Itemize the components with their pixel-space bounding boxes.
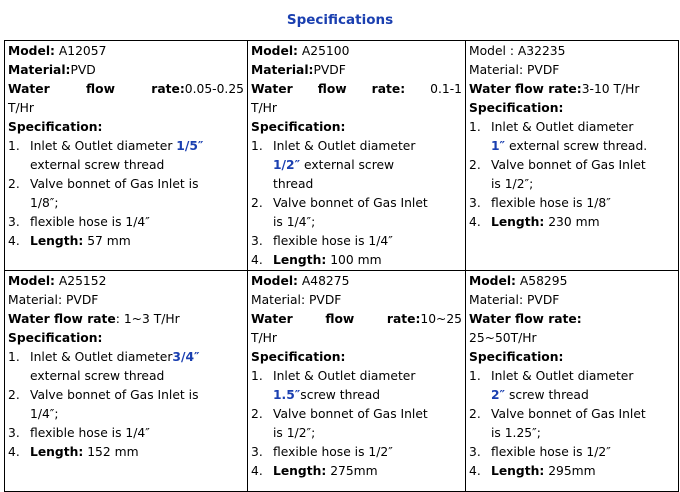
flow-line: Water flow rate:10~25 xyxy=(251,312,462,326)
model-line: Model: A58295 xyxy=(469,274,568,288)
spec-cell-a25100 xyxy=(248,41,466,271)
spec-label: Specification: xyxy=(251,350,346,364)
spec-label: Specification: xyxy=(469,350,564,364)
flow-cont: 25~50T/Hr xyxy=(469,331,537,345)
flow-cont: T/Hr xyxy=(251,331,277,345)
page-title: Specifications xyxy=(286,12,394,28)
list-item: 3. flexible hose is 1/4″ xyxy=(8,426,150,440)
material-line: Material: PVDF xyxy=(469,63,560,77)
list-item: 4. Length: 230 mm xyxy=(469,215,600,229)
table-row xyxy=(5,271,679,492)
flow-line: Water flow rate:0.05-0.25 xyxy=(8,82,244,96)
spec-list xyxy=(469,367,675,481)
model-line: Model: A48275 xyxy=(251,274,350,288)
material-line: Material:PVDF xyxy=(251,63,346,77)
spec-label: Specification: xyxy=(8,120,103,134)
flow-line: Water flow rate: 0.1-1 xyxy=(251,82,462,96)
model-line: Model : A32235 xyxy=(469,44,566,58)
list-item: 2. Valve bonnet of Gas Inlet is 1/4″; xyxy=(8,388,199,421)
list-item: 3. flexible hose is 1/2″ xyxy=(469,445,611,459)
material-line: Material: PVDF xyxy=(251,293,342,307)
flow-line: Water flow rate:3-10 T/Hr xyxy=(469,82,640,96)
list-item: 4. Length: 295mm xyxy=(469,464,596,478)
spec-label: Specification: xyxy=(8,331,103,345)
model-line: Model: A12057 xyxy=(8,44,107,58)
list-item: 3. flexible hose is 1/8″ xyxy=(469,196,611,210)
flow-line: Water flow rate: xyxy=(469,312,582,326)
spec-label: Specification: xyxy=(251,120,346,134)
list-item: 3. flexible hose is 1/2″ xyxy=(251,445,393,459)
flow-cont: T/Hr xyxy=(8,101,34,115)
material-line: Material: PVDF xyxy=(469,293,560,307)
flow-line: Water flow rate: 1~3 T/Hr xyxy=(8,312,180,326)
list-item: 1. Inlet & Outlet diameter 1″ external screw thread. xyxy=(469,120,648,153)
list-item: 1. Inlet & Outlet diameter 1/2″ external screw thread xyxy=(251,139,416,191)
specifications-table xyxy=(4,40,679,492)
list-item: 3. flexible hose is 1/4″ xyxy=(251,234,393,248)
list-item: 2. Valve bonnet of Gas Inlet is 1/4″; xyxy=(251,196,428,229)
list-item: 2. Valve bonnet of Gas Inlet is 1/2″; xyxy=(251,407,428,440)
spec-cell-a58295 xyxy=(466,271,679,492)
spec-list xyxy=(251,367,462,481)
spec-cell-a25152 xyxy=(5,271,248,492)
list-item: 4. Length: 57 mm xyxy=(8,234,131,248)
spec-cell-a12057 xyxy=(5,41,248,271)
list-item: 4. Length: 100 mm xyxy=(251,253,382,267)
model-line: Model: A25100 xyxy=(251,44,350,58)
list-item: 3. flexible hose is 1/4″ xyxy=(8,215,150,229)
list-item: 4. Length: 152 mm xyxy=(8,445,139,459)
flow-cont: T/Hr xyxy=(251,101,277,115)
spec-label: Specification: xyxy=(469,101,564,115)
table-row xyxy=(5,41,679,271)
list-item: 2. Valve bonnet of Gas Inlet is 1/8″; xyxy=(8,177,199,210)
spec-list xyxy=(8,348,244,462)
list-item: 4. Length: 275mm xyxy=(251,464,378,478)
model-line: Model: A25152 xyxy=(8,274,107,288)
spec-list xyxy=(8,137,244,251)
material-line: Material: PVDF xyxy=(8,293,99,307)
spec-list xyxy=(251,137,462,270)
spec-cell-a32235 xyxy=(466,41,679,271)
list-item: 2. Valve bonnet of Gas Inlet is 1/2″; xyxy=(469,158,646,191)
spec-cell-a48275 xyxy=(248,271,466,492)
list-item: 1. Inlet & Outlet diameter 1.5″screw thread xyxy=(251,369,416,402)
material-line: Material:PVD xyxy=(8,63,96,77)
list-item: 1. Inlet & Outlet diameter 2″ screw thread xyxy=(469,369,634,402)
list-item: 1. Inlet & Outlet diameter3/4″ external screw thread xyxy=(8,350,200,383)
spec-list xyxy=(469,118,675,232)
list-item: 1. Inlet & Outlet diameter 1/5″ external screw thread xyxy=(8,139,204,172)
list-item: 2. Valve bonnet of Gas Inlet is 1.25″; xyxy=(469,407,646,440)
